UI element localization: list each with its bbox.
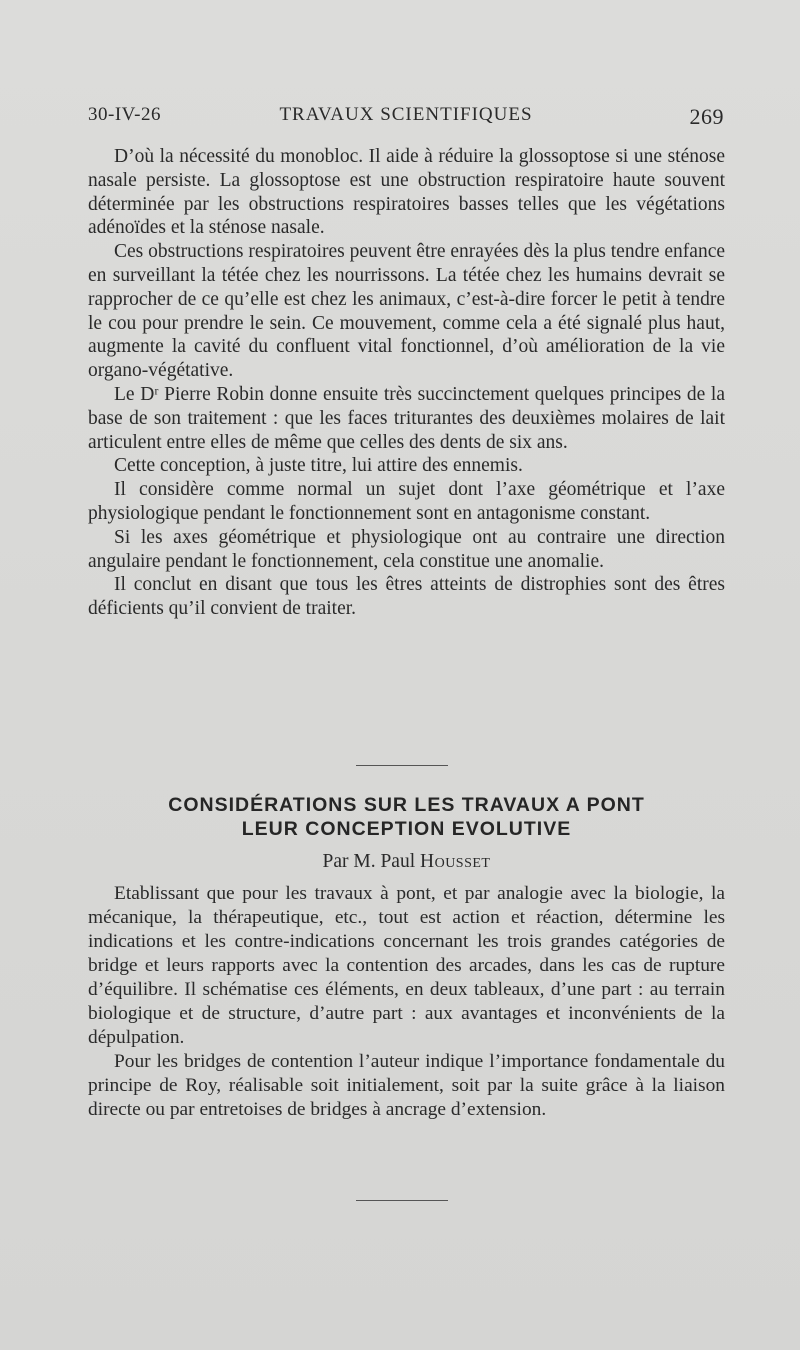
page-number: 269 xyxy=(689,104,724,129)
paragraph: Il considère comme normal un sujet dont l’axe géométrique et l’axe physiologique pendant le fonctionnement sont en antagonisme constant. xyxy=(88,479,725,524)
section1-body xyxy=(88,145,725,621)
paragraph: D’où la nécessité du monobloc. Il aide à réduire la glossoptose si une sténose nasale persiste. La glossoptose est une obstruction respiratoire haute souvent déterminée par les obstructions respiratoires basses telles que les végétations adénoïdes et la sténose nasale. xyxy=(88,146,725,239)
byline-prefix: Par M. Paul xyxy=(322,851,416,872)
author-name: Housset xyxy=(420,851,491,872)
paragraph: Il conclut en disant que tous les êtres atteints de distrophies sont des êtres déficients qu’il convient de traiter. xyxy=(88,574,725,620)
byline xyxy=(88,851,725,873)
paragraph: Si les axes géométrique et physiologique ont au contraire une direction angulaire pendant le fonctionnement, cela constitue une anomalie. xyxy=(88,526,725,572)
article-title-line2: LEUR CONCEPTION EVOLUTIVE xyxy=(241,818,572,840)
paragraph: Cette conception, à juste titre, lui attire des ennemis. xyxy=(114,455,523,477)
paragraph: Pour les bridges de contention l’auteur indique l’importance fondamentale du principe de Roy, réalisable soit initialement, soit par la suite grâce à la liaison directe ou par entretoises de bridges à ancrage d’extension. xyxy=(88,1051,725,1120)
paragraph: Le Dʳ Pierre Robin donne ensuite très succinctement quelques principes de la base de son traitement : que les faces triturantes des deuxièmes molaires de lait articulent entre elles de même que celles des dents de six ans. xyxy=(88,383,725,453)
header-title: TRAVAUX SCIENTIFIQUES xyxy=(279,104,533,125)
article-title-line1: CONSIDÉRATIONS SUR LES TRAVAUX A PONT xyxy=(168,794,645,816)
paragraph: Ces obstructions respiratoires peuvent être enrayées dès la plus tendre enfance en surveillant la tétée chez les nourrissons. La tétée chez les humains devrait se rapprocher de ce qu’elle est chez les animaux, c’est-à-dire forcer le petit à tendre le cou pour prendre le sein. Ce mouvement, comme cela a été signalé plus haut, augmente la cavité du confluent vital fonctionnel, d’où amélioration de la vie organo-végétative. xyxy=(88,241,725,382)
section-divider xyxy=(356,765,448,766)
running-header xyxy=(88,104,724,134)
header-date: 30-IV-26 xyxy=(88,104,161,125)
end-divider xyxy=(356,1200,448,1201)
paragraph: Etablissant que pour les travaux à pont, et par analogie avec la biologie, la mécanique, la thérapeutique, etc., tout est action et réaction, détermine les indications et les contre-indications concernant les trois grandes catégories de bridge et leurs rapports avec la contention des arcades, dans les cas de rupture d’équilibre. Il schématise ces éléments, en deux tableaux, d’une part : au terrain biologique et de structure, d’autre part : aux avantages et inconvénients de la dépulpation. xyxy=(88,883,725,1048)
section2-body xyxy=(88,882,725,1122)
